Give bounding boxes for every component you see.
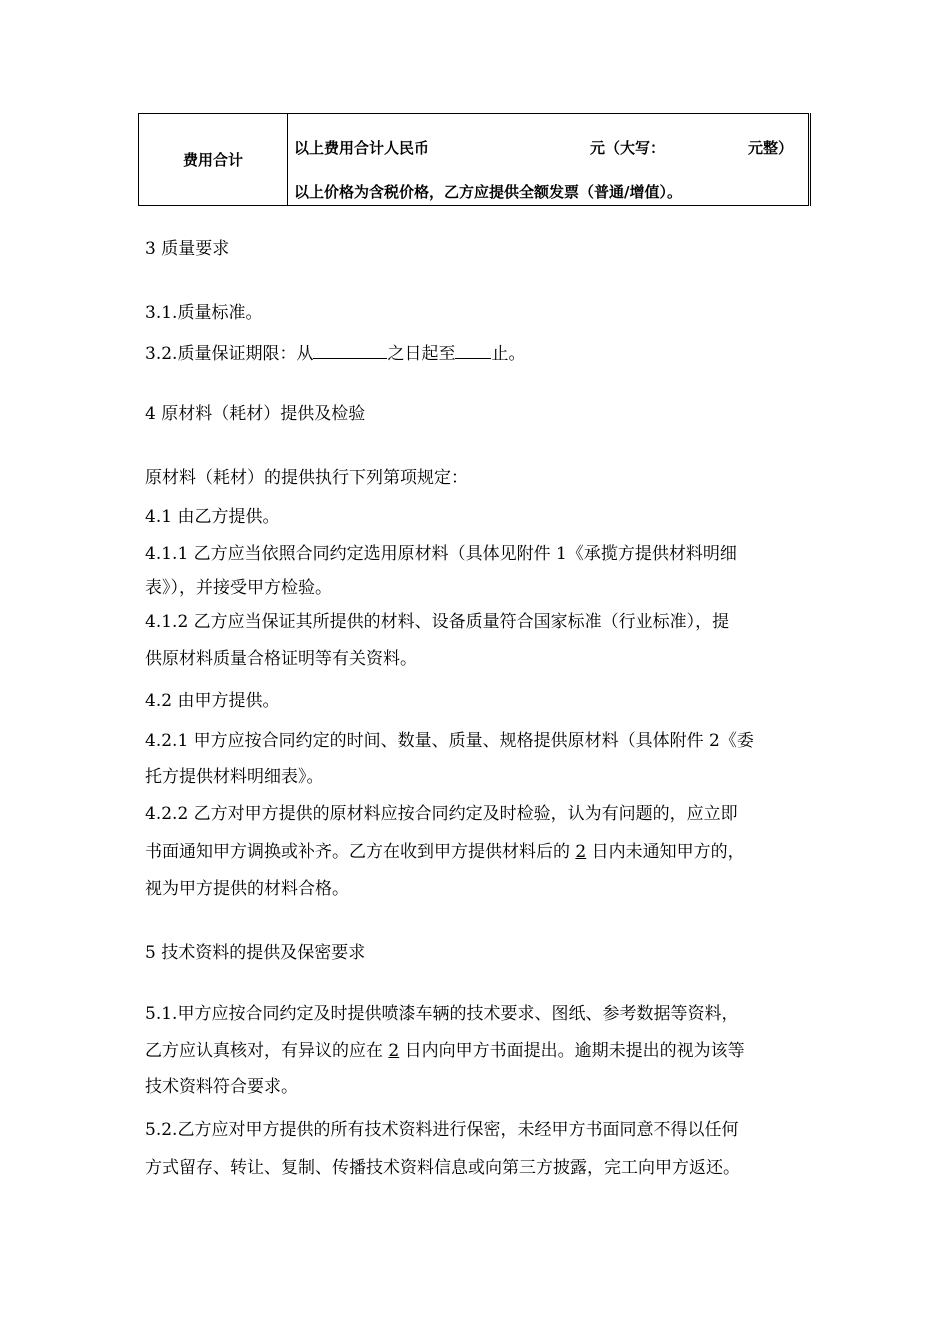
clause-5-1-line-3: 技术资料符合要求。 bbox=[145, 1077, 298, 1097]
fee-total-capital-label: 元（大写： bbox=[590, 139, 666, 157]
clause-4-2-1-line-2: 托方提供材料明细表》。 bbox=[145, 767, 324, 787]
fee-total-content bbox=[288, 114, 810, 206]
clause-4-2-1-line-1: 4.2.1 甲方应按合同约定的时间、数量、质量、规格提供原材料（具体附件 2《委 bbox=[145, 731, 754, 751]
clause-4-2-2-line-3: 视为甲方提供的材料合格。 bbox=[145, 879, 349, 899]
clause-3-2 bbox=[145, 340, 525, 365]
clause-5-1-line-2 bbox=[145, 1040, 745, 1062]
section-5-heading: 5 技术资料的提供及保密要求 bbox=[145, 943, 366, 963]
clause-4-2-2-line-1: 4.2.2 乙方对甲方提供的原材料应按合同约定及时检验，认为有问题的，应立即 bbox=[145, 804, 738, 824]
fee-total-prefix: 以上费用合计人民币 bbox=[294, 139, 430, 157]
clause-3-2-prefix: 3.2.质量保证期限：从 bbox=[145, 344, 314, 364]
fee-total-line-2: 以上价格为含税价格，乙方应提供全额发票（普通/增值）。 bbox=[294, 183, 682, 201]
clause-4-1-2-line-2: 供原材料质量合格证明等有关资料。 bbox=[145, 649, 417, 669]
clause-4-1: 4.1 由乙方提供。 bbox=[145, 507, 280, 527]
clause-4-1-1-line-2: 表》），并接受甲方检验。 bbox=[145, 578, 332, 598]
clause-4-1-1-line-1: 4.1.1 乙方应当依照合同约定选用原材料（具体见附件 1《承揽方提供材料明细 bbox=[145, 544, 737, 564]
start-date-blank[interactable] bbox=[313, 340, 387, 359]
clause-4-1-2-line-1: 4.1.2 乙方应当保证其所提供的材料、设备质量符合国家标准（行业标准），提 bbox=[145, 612, 730, 632]
clause-4-2-2-line-2 bbox=[145, 841, 745, 863]
clause-5-1-line-2-suffix: 日内向甲方书面提出。逾期未提出的视为该等 bbox=[399, 1041, 745, 1061]
clause-4-2-2-line-2-prefix: 书面通知甲方调换或补齐。乙方在收到甲方提供材料后的 bbox=[145, 842, 576, 862]
clause-3-2-suffix: 止。 bbox=[491, 344, 526, 364]
section-4-intro: 原材料（耗材）的提供执行下列第项规定： bbox=[145, 468, 468, 488]
clause-3-2-mid: 之日起至 bbox=[387, 344, 456, 364]
notice-days-value: 2 bbox=[575, 842, 587, 862]
fee-total-suffix: 元整） bbox=[748, 139, 794, 157]
clause-5-2-line-2: 方式留存、转让、复制、传播技术资料信息或向第三方披露，完工向甲方返还。 bbox=[145, 1158, 740, 1178]
clause-4-2-2-line-2-suffix: 日内未通知甲方的， bbox=[586, 842, 745, 862]
clause-4-2: 4.2 由甲方提供。 bbox=[145, 691, 280, 711]
clause-3-1: 3.1.质量标准。 bbox=[145, 303, 263, 323]
objection-days-value: 2 bbox=[388, 1041, 400, 1061]
fee-total-label: 费用合计 bbox=[139, 114, 288, 206]
section-4-heading: 4 原材料（耗材）提供及检验 bbox=[145, 404, 366, 424]
end-date-blank[interactable] bbox=[455, 340, 491, 359]
clause-5-2-line-1: 5.2.乙方应对甲方提供的所有技术资料进行保密，未经甲方书面同意不得以任何 bbox=[145, 1120, 739, 1140]
clause-5-1-line-2-prefix: 乙方应认真核对，有异议的应在 bbox=[145, 1041, 389, 1061]
clause-5-1-line-1: 5.1.甲方应按合同约定及时提供喷漆车辆的技术要求、图纸、参考数据等资料， bbox=[145, 1004, 739, 1024]
section-3-heading: 3 质量要求 bbox=[145, 239, 230, 259]
fee-total-table bbox=[138, 113, 811, 206]
